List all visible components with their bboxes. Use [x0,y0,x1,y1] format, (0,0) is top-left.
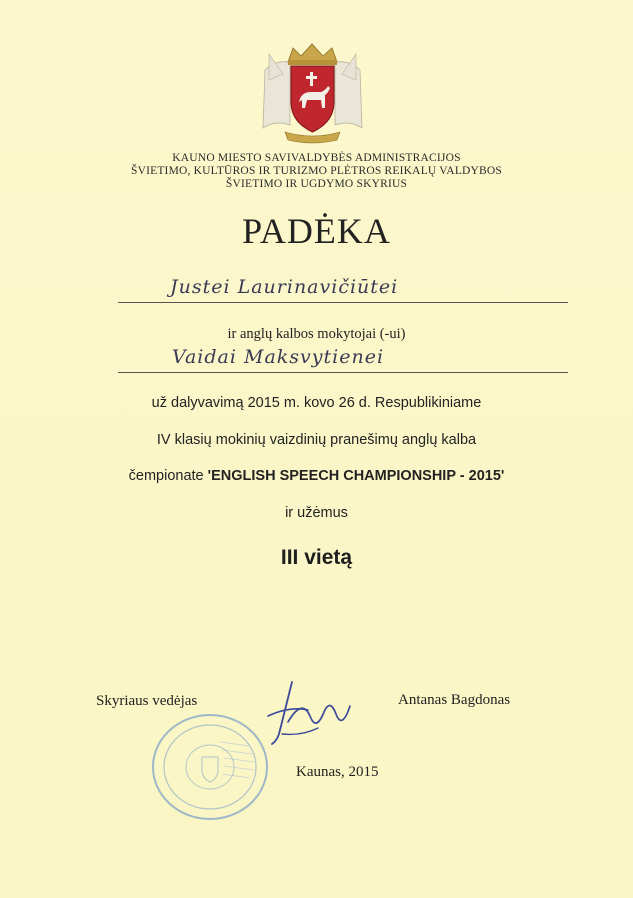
body-line-4: ir užėmus [285,505,348,521]
signer-name: Antanas Bagdonas [398,692,511,708]
body-line-1: už dalyvavimą 2015 m. kovo 26 d. Respublikiniame [151,395,482,411]
position-title: Skyriaus vedėjas [96,693,198,709]
event-name: 'ENGLISH SPEECH CHAMPIONSHIP - 2015' [207,468,505,484]
teacher-name-handwritten: Vaidai Maksvytienei [172,346,385,368]
teacher-label: ir anglų kalbos mokytojai (-ui) [227,326,406,342]
kaunas-coat-of-arms-emblem [255,40,370,145]
awarded-place: III vietą [280,546,353,569]
official-stamp [150,712,270,822]
handwritten-signature [262,676,357,748]
body-line-2: IV klasių mokinių vaizdinių pranešimų anglų kalba [156,432,477,448]
student-name-line [118,302,568,303]
certificate-title: PADĖKA [242,211,391,251]
student-name-handwritten: Justei Laurinavičiūtei [170,276,399,298]
teacher-name-line [118,372,568,373]
place-and-date: Kaunas, 2015 [296,764,379,780]
org-line-2: ŠVIETIMO, KULTŪROS IR TURIZMO PLĖTROS REIKALŲ VALDYBOS [130,165,503,177]
body-line-3-prefix: čempionate [128,468,208,484]
org-line-3: ŠVIETIMO IR UGDYMO SKYRIUS [225,178,408,190]
body-line-3 [0,468,633,484]
org-line-1: KAUNO MIESTO SAVIVALDYBĖS ADMINISTRACIJOS [172,152,461,164]
